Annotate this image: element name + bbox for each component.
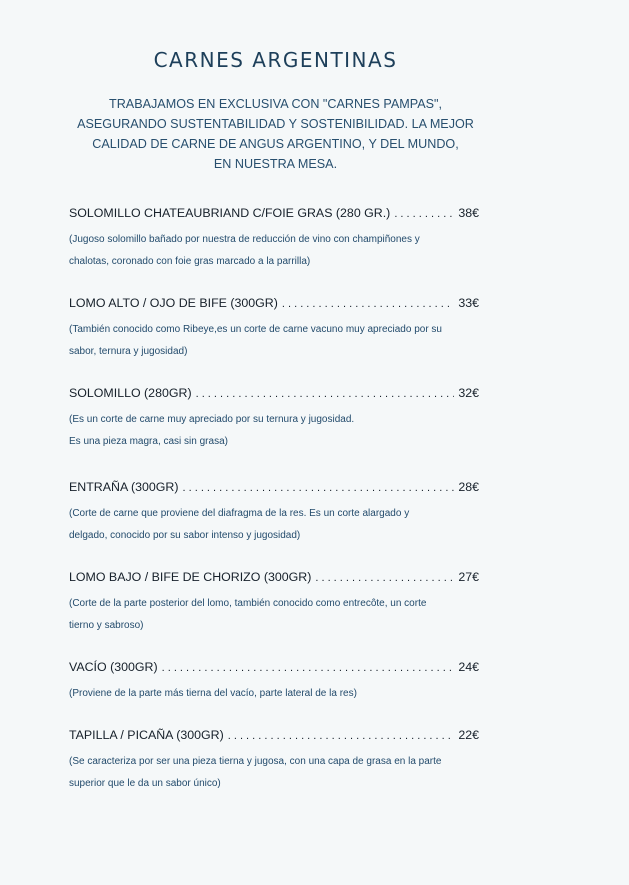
description-line: (Corte de carne que proviene del diafragma de la res. Es un corte alargado y <box>69 508 410 519</box>
menu-item-price: 33€ <box>458 296 479 310</box>
menu-item-entrana <box>69 480 479 547</box>
menu-item-name: VACÍO (300GR) <box>69 660 158 674</box>
menu-item-header <box>69 480 479 500</box>
menu-item-description <box>69 503 479 547</box>
menu-item-name: TAPILLA / PICAÑA (300GR) <box>69 728 224 742</box>
intro-text <box>70 94 481 174</box>
menu-item-description <box>69 409 479 453</box>
dot-leader <box>315 572 454 584</box>
menu-item-price: 28€ <box>458 480 479 494</box>
dot-leader <box>282 298 454 310</box>
description-line: (Corte de la parte posterior del lomo, también conocido como entrecôte, un corte <box>69 598 427 609</box>
description-line: (Es un corte de carne muy apreciado por su ternura y jugosidad. <box>69 414 355 425</box>
description-line: (Se caracteriza por ser una pieza tierna y jugosa, con una capa de grasa en la parte <box>69 756 442 767</box>
dot-leader <box>162 662 455 674</box>
description-line: superior que le da un sabor único) <box>69 778 221 789</box>
menu-item-name: ENTRAÑA (300GR) <box>69 480 179 494</box>
description-line: (Proviene de la parte más tierna del vacío, parte lateral de la res) <box>69 688 357 699</box>
menu-item-header <box>69 206 479 226</box>
menu-item-header <box>69 296 479 316</box>
description-line: Es una pieza magra, casi sin grasa) <box>69 436 228 447</box>
menu-item-header <box>69 660 479 680</box>
menu-item-vacio <box>69 660 479 705</box>
menu-item-name: LOMO ALTO / OJO DE BIFE (300GR) <box>69 296 278 310</box>
menu-item-chateaubriand <box>69 206 479 273</box>
menu-item-price: 24€ <box>458 660 479 674</box>
dot-leader <box>196 388 455 400</box>
menu-item-header <box>69 570 479 590</box>
menu-item-price: 27€ <box>458 570 479 584</box>
description-line: (Jugoso solomillo bañado por nuestra de reducción de vino con champiñones y <box>69 234 420 245</box>
menu-item-name: LOMO BAJO / BIFE DE CHORIZO (300GR) <box>69 570 312 584</box>
description-line: chalotas, coronado con foie gras marcado a la parrilla) <box>69 256 311 267</box>
menu-item-description <box>69 593 479 637</box>
menu-item-name: SOLOMILLO (280GR) <box>69 386 192 400</box>
menu-item-header <box>69 728 479 748</box>
menu-item-name: SOLOMILLO CHATEAUBRIAND C/FOIE GRAS (280 GR.) <box>69 206 391 220</box>
dot-leader <box>394 208 454 220</box>
page-title: CARNES ARGENTINAS <box>153 48 398 72</box>
menu-item-price: 22€ <box>458 728 479 742</box>
menu-item-price: 38€ <box>458 206 479 220</box>
menu-item-description <box>69 229 479 273</box>
dot-leader <box>228 730 455 742</box>
description-line: delgado, conocido por su sabor intenso y jugosidad) <box>69 530 301 541</box>
description-line: tierno y sabroso) <box>69 620 144 631</box>
menu-item-header <box>69 386 479 406</box>
menu-item-lomo-alto <box>69 296 479 363</box>
intro-line: ASEGURANDO SUSTENTABILIDAD Y SOSTENIBILIDAD. LA MEJOR <box>77 117 474 131</box>
menu-item-price: 32€ <box>458 386 479 400</box>
menu-item-description <box>69 751 479 795</box>
intro-line: EN NUESTRA MESA. <box>213 157 338 171</box>
intro-line: CALIDAD DE CARNE DE ANGUS ARGENTINO, Y DEL MUNDO, <box>92 137 459 151</box>
description-line: sabor, ternura y jugosidad) <box>69 346 188 357</box>
intro-line: TRABAJAMOS EN EXCLUSIVA CON "CARNES PAMPAS", <box>109 97 442 111</box>
menu-item-solomillo <box>69 386 479 453</box>
dot-leader <box>182 482 454 494</box>
menu-item-description <box>69 319 479 363</box>
menu-item-description <box>69 683 479 705</box>
menu-item-picana <box>69 728 479 795</box>
menu-item-lomo-bajo <box>69 570 479 637</box>
description-line: (También conocido como Ribeye,es un corte de carne vacuno muy apreciado por su <box>69 324 442 335</box>
